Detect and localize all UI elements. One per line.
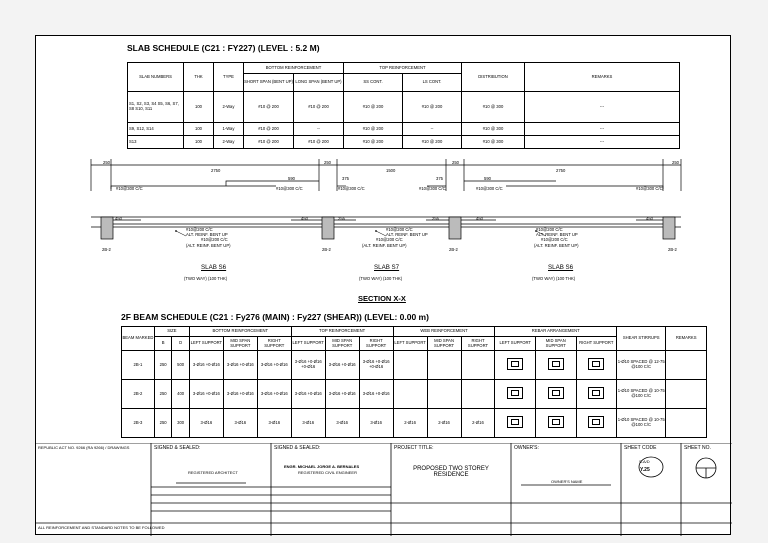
callout-top-bar: #10@300 C/C — [276, 186, 303, 191]
dim-450: 450 — [646, 216, 653, 221]
dim-250: 250 — [103, 160, 110, 165]
col-web: WEB REINFORCEMENT — [393, 327, 495, 337]
callout-bottom-bar2: #10@200 C/C — [201, 237, 228, 242]
dim-375: 375 — [436, 176, 443, 181]
col-remarks: REMARKS — [666, 327, 707, 351]
table-row: 2B-3 250 300 3-Ø16 3-Ø16 3-Ø16 3-Ø16 3-Ø16 3-Ø16 2-Ø16 2-Ø16 2-Ø16 1-Ø10 SPACED @ 10-75 @100 C/C — [122, 409, 707, 438]
table-row: S1, S2, S3, S4 S5, S6, S7, S8 S10, S11 100 2-Way #10 @ 200 #10 @ 200 #10 @ 200 #10 @ 200 #10 @ 300 --- — [128, 92, 680, 123]
section-title: SECTION X-X — [358, 294, 406, 303]
callout-top-bar: #10@300 C/C — [419, 186, 446, 191]
dim-2750: 2750 — [556, 168, 566, 173]
dim-450: 450 — [301, 216, 308, 221]
callout-top-bar: #10@300 C/C — [476, 186, 503, 191]
beam-tag: 2B-2 — [668, 247, 677, 252]
callout-top-bar: #10@300 C/C — [636, 186, 663, 191]
dim-590: 590 — [288, 176, 295, 181]
callout-bottom-bar2: #10@200 C/C — [541, 237, 568, 242]
rebar-section-icon — [495, 380, 536, 409]
rebar-section-icon — [576, 409, 617, 438]
dim-450: 450 — [476, 216, 483, 221]
engineer-name: ENGR. MICHAEL JORGE A. BERNALES — [284, 464, 360, 469]
col-ls-cont: LS CONT. — [403, 74, 462, 92]
col-top: TOP REINFORCEMENT — [291, 327, 393, 337]
callout-top-bar: #10@300 C/C — [116, 186, 143, 191]
signed-label-1: SIGNED & SEALED: — [154, 445, 201, 451]
col-long-span: LONG SPAN (BENT UP) — [294, 74, 344, 92]
dim-1500: 1500 — [386, 168, 396, 173]
col-size: SIZE — [154, 327, 189, 337]
dim-375: 375 — [342, 176, 349, 181]
beam-tag: 2B-2 — [322, 247, 331, 252]
table-row: 2B-1 250 500 3-Ø16 +0-Ø16 3-Ø16 +0-Ø16 3-Ø16 +0-Ø16 3-Ø16 +0-Ø16 +0-Ø16 3-Ø16 +0-Ø16 3-Ø16 +0-Ø16 +0-Ø16 1-Ø10 SPACED @ 12-75 @100 C/C — [122, 351, 707, 380]
col-slab-numbers: SLAB NUMBERS — [128, 63, 184, 92]
drawing-frame — [35, 35, 731, 535]
side-note: REPUBLIC ACT NO. 9266 (RA 9266) / DRAWINGS — [38, 445, 130, 450]
rebar-section-icon — [536, 380, 577, 409]
beam-tag: 2B-2 — [102, 247, 111, 252]
slab-note: (TWO WAY) (100 THK) — [359, 276, 403, 281]
col-type: TYPE — [214, 63, 244, 92]
callout-alt-bent: ALT. REINF. BENT UP — [186, 232, 228, 237]
table-row: S13 100 2-Way #10 @ 200 #10 @ 200 #10 @ 200 #10 @ 200 #10 @ 300 --- — [128, 136, 680, 149]
slab-note: (TWO WAY) (100 THK) — [184, 276, 228, 281]
col-distribution: DISTRIBUTION — [462, 63, 525, 92]
callout-bottom-bar: #10@200 C/C — [536, 227, 563, 232]
rebar-section-icon — [576, 351, 617, 380]
sheet-code-value: Y.25 — [640, 467, 650, 473]
dim-250: 250 — [672, 160, 679, 165]
engineer-title: REGISTERED CIVIL ENGINEER — [298, 470, 357, 475]
table-row: S9, S12, S14 100 1-Way #10 @ 200 -- #10 @ 200 -- #10 @ 300 --- — [128, 123, 680, 136]
callout-alt-bent2: (ALT. REINF. BENT UP) — [186, 243, 231, 248]
beam-tag: 2B-2 — [449, 247, 458, 252]
col-short-span: SHORT SPAN (BENT UP) — [244, 74, 294, 92]
slab-label: SLAB S7 — [374, 264, 400, 271]
rebar-section-icon — [495, 351, 536, 380]
rebar-section-icon — [536, 351, 577, 380]
dim-450: 450 — [115, 216, 122, 221]
callout-bottom-bar: #10@200 C/C — [186, 227, 213, 232]
dim-590: 590 — [484, 176, 491, 181]
slab-note: (TWO WAY) (100 THK) — [532, 276, 576, 281]
owner-name: OWNER'S NAME — [551, 479, 583, 484]
col-bottom: BOTTOM REINFORCEMENT — [244, 63, 344, 74]
footer-note: ALL REINFORCEMENT AND STANDARD NOTES TO BE FOLLOWED — [38, 525, 165, 530]
sheet-no-label: SHEET NO. — [684, 445, 711, 451]
dim-255: 255 — [432, 216, 439, 221]
callout-top-bar: #10@300 C/C — [338, 186, 365, 191]
col-rebar: REBAR ARRANGEMENT — [495, 327, 617, 337]
owner-label: OWNER'S: — [514, 445, 539, 451]
rebar-section-icon — [536, 409, 577, 438]
slab-label: SLAB S6 — [201, 264, 227, 271]
col-thk: THK — [184, 63, 214, 92]
beam-schedule-title: 2F BEAM SCHEDULE (C21 : Fy276 (MAIN) : Fy227 (SHEAR)) (LEVEL: 0.00 m) — [121, 312, 429, 322]
callout-alt-bent: ALT. REINF. BENT UP — [536, 232, 578, 237]
table-row: 2B-2 250 400 3-Ø16 +0-Ø16 3-Ø16 +0-Ø16 3-Ø16 +0-Ø16 3-Ø16 +0-Ø16 3-Ø16 +0-Ø16 3-Ø16 +0-Ø16 1-Ø10 SPACED @ 10-75 @100 C/C — [122, 380, 707, 409]
dim-255: 255 — [338, 216, 345, 221]
rebar-section-icon — [495, 409, 536, 438]
slab-label: SLAB S6 — [548, 264, 574, 271]
dim-250: 250 — [324, 160, 331, 165]
project-title-label: PROJECT TITLE: — [394, 445, 434, 451]
rebar-section-icon — [576, 380, 617, 409]
callout-alt-bent2: (ALT. REINF. BENT UP) — [362, 243, 407, 248]
beam-schedule-table: BEAM MARKED SIZE BOTTOM REINFORCEMENT TOP REINFORCEMENT WEB REINFORCEMENT REBAR ARRANGEMENT SHEAR STIRRUPS REMARKS B D LEFT SUPPORT MID SPAN SUPPORT RIGHT SUPPORT LEFT SUPPORT MID SPAN SUPPORT RIGHT SUPPORT LEFT SUPPORT MID SPAN SUPPORT RIGHT SUPPORT LEFT SUPPORT MID SPAN SUPPORT RIGHT SUPPORT 2B-1 250 500 3-Ø16 +0-Ø16 3-Ø16 +0-Ø16 3-Ø16 +0-Ø16 3-Ø16 +0-Ø16 +0-Ø16 3-Ø16 +0-Ø16 3-Ø16 +0-Ø16 +0-Ø16 1-Ø10 SPACED @ 12-75 @100 C/C 2B-2 250 400 3-Ø16 +0-Ø16 3-Ø16 +0-Ø16 3-Ø16 +0-Ø16 3-Ø16 +0-Ø16 3-Ø16 +0-Ø16 3-Ø16 +0-Ø16 1-Ø10 SPACED @ 10-75 @100 C/C 2B-3 250 300 3-Ø16 3-Ø16 3-Ø16 3-Ø16 3-Ø16 3-Ø16 2-Ø16 2-Ø16 2-Ø16 1-Ø10 SPACED @ 10-75 @100 C/C — [121, 326, 707, 438]
callout-bottom-bar2: #10@200 C/C — [376, 237, 403, 242]
sheet-code: S-A/D — [639, 459, 650, 464]
slab-schedule-table — [127, 62, 680, 149]
registered-architect: REGISTERED ARCHITECT — [188, 470, 238, 475]
dim-2750: 2750 — [211, 168, 221, 173]
slab-schedule-title: SLAB SCHEDULE (C21 : FY227) (LEVEL : 5.2 M) — [127, 43, 320, 53]
sheet-code-label: SHEET CODE — [624, 445, 657, 451]
col-shear: SHEAR STIRRUPS — [617, 327, 666, 351]
callout-alt-bent: ALT. REINF. BENT UP — [386, 232, 428, 237]
col-bottom: BOTTOM REINFORCEMENT — [189, 327, 291, 337]
signed-label-2: SIGNED & SEALED: — [274, 445, 321, 451]
dim-250: 250 — [452, 160, 459, 165]
callout-bottom-bar: #10@200 C/C — [386, 227, 413, 232]
col-remarks: REMARKS — [525, 63, 680, 92]
col-beam-marked: BEAM MARKED — [122, 327, 155, 351]
col-ss-cont: SS CONT. — [344, 74, 403, 92]
callout-alt-bent2: (ALT. REINF. BENT UP) — [534, 243, 579, 248]
col-top: TOP REINFORCEMENT — [344, 63, 462, 74]
project-title: PROPOSED TWO STOREY RESIDENCE — [413, 466, 489, 478]
title-block-lines — [36, 443, 732, 536]
